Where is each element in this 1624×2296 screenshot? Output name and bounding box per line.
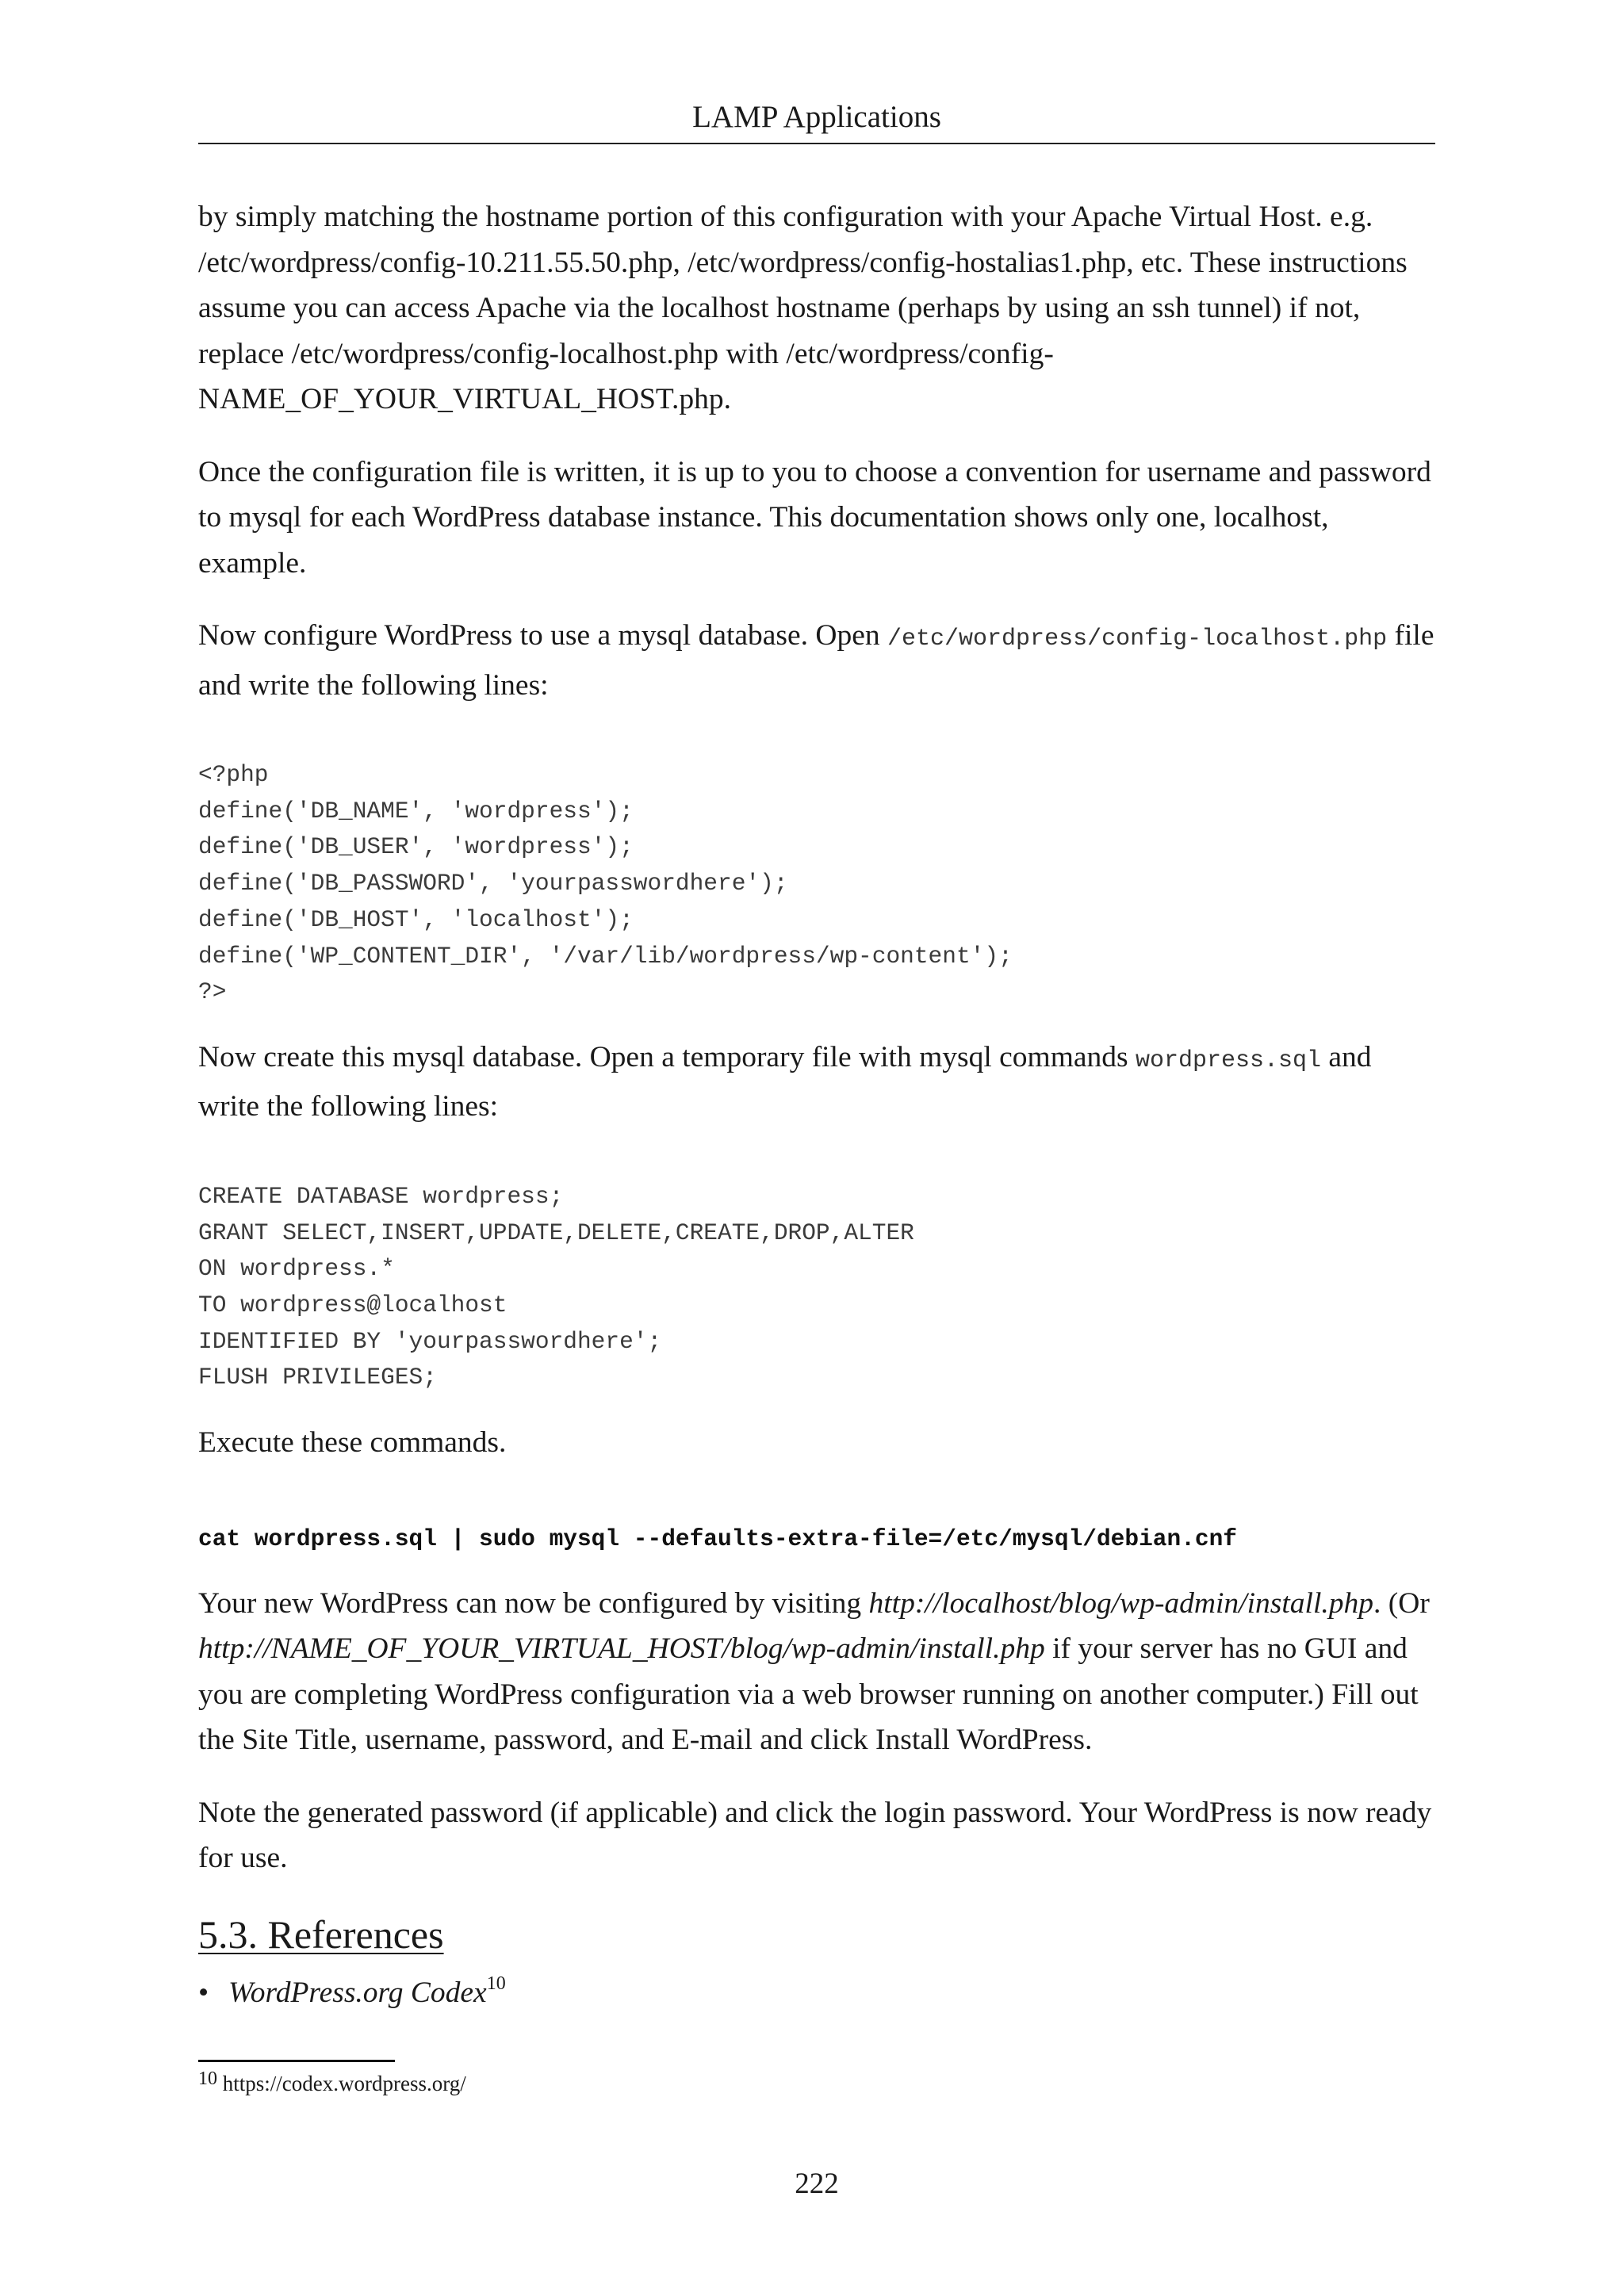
inline-code-sql-file: wordpress.sql: [1135, 1047, 1322, 1074]
install-url-localhost: http://localhost/blog/wp-admin/install.php: [868, 1586, 1373, 1620]
paragraph-text: Your new WordPress can now be configured by visiting: [198, 1586, 869, 1620]
paragraph-execute: Execute these commands.: [198, 1426, 507, 1460]
bullet-marker: •: [198, 1976, 209, 2009]
page-content: [198, 194, 1435, 2015]
command-line-block: cat wordpress.sql | sudo mysql --defaults-extra-file=/etc/mysql/debian.cnf: [198, 1525, 1238, 1552]
paragraph-text: Now create this mysql database. Open a temporary file with mysql commands: [198, 1040, 1136, 1073]
paragraph-configure-wordpress: [198, 613, 1435, 708]
paragraph-create-database: [198, 1035, 1435, 1130]
footnote-reference: 10: [486, 1973, 506, 1994]
references-list: [198, 1970, 1435, 2015]
code-line: define('WP_CONTENT_DIR', '/var/lib/wordpress/wp-content');: [198, 942, 1013, 970]
paragraph-text: Now configure WordPress to use a mysql database. Open: [198, 619, 888, 652]
code-line: define('DB_PASSWORD', 'yourpasswordhere');: [198, 870, 788, 897]
paragraph-install-url: [198, 1581, 1435, 1763]
paragraph-text: file and write the following lines:: [198, 619, 1434, 702]
page-number: 222: [795, 2168, 839, 2200]
footnote-mark: 10: [198, 2068, 217, 2089]
code-block-php-config: [198, 757, 1435, 1011]
list-item: [198, 1970, 1435, 2015]
code-line: ?>: [198, 978, 227, 1006]
document-page: [198, 0, 1435, 2296]
install-url-virtual-host: http://NAME_OF_YOUR_VIRTUAL_HOST/blog/wp-admin/install.php: [198, 1632, 1045, 1666]
paragraph-credentials-convention: Once the configuration file is written, it is up to you to choose a convention for username and password to mysql for each WordPress database instance. This documentation shows only one, localhost, example.: [198, 455, 1431, 580]
code-block-sql: [198, 1179, 1435, 1396]
running-header: LAMP Applications: [692, 100, 941, 134]
footnote-url: https://codex.wordpress.org/: [222, 2072, 466, 2095]
footnote: [198, 2068, 466, 2099]
code-line: IDENTIFIED BY 'yourpasswordhere';: [198, 1327, 662, 1355]
code-line: define('DB_NAME', 'wordpress');: [198, 797, 634, 825]
reference-wordpress-codex: WordPress.org Codex: [228, 1976, 487, 2009]
code-line: <?php: [198, 761, 269, 788]
code-line: TO wordpress@localhost: [198, 1292, 508, 1319]
code-line: ON wordpress.*: [198, 1255, 395, 1283]
footnote-rule: [198, 2060, 395, 2062]
paragraph-text: and write the following lines:: [198, 1040, 1372, 1123]
paragraph-text: . (Or: [1373, 1586, 1430, 1620]
section-heading-references: 5.3. References: [198, 1911, 444, 1957]
paragraph-text: if your server has no GUI and you are completing WordPress configuration via a web browser running on another computer.) Fill out the Site Title, username, password, and E-mail and click Install WordPress.: [198, 1632, 1419, 1757]
code-line: GRANT SELECT,INSERT,UPDATE,DELETE,CREATE,DROP,ALTER: [198, 1219, 914, 1246]
code-line: CREATE DATABASE wordpress;: [198, 1182, 564, 1210]
paragraph-hostname-matching: by simply matching the hostname portion of this configuration with your Apache Virtual Host. e.g. /etc/wordpress/config-10.211.55.50.php, /etc/wordpress/config-hostalias1.php, etc. These instructions assume you can access Apache via the localhost hostname (perhaps by using an ssh tunnel) if not, replace /etc/wordpress/config-localhost.php with /etc/wordpress/config-NAME_OF_YOUR_VIRTUAL_HOST.php.: [198, 201, 1408, 415]
code-line: define('DB_HOST', 'localhost');: [198, 905, 634, 933]
paragraph-ready: Note the generated password (if applicable) and click the login password. Your WordPress is now ready for use.: [198, 1796, 1432, 1875]
code-line: FLUSH PRIVILEGES;: [198, 1364, 437, 1391]
code-line: define('DB_USER', 'wordpress');: [198, 833, 634, 861]
header-rule: [198, 143, 1435, 144]
inline-code-config-path: /etc/wordpress/config-localhost.php: [887, 626, 1388, 652]
